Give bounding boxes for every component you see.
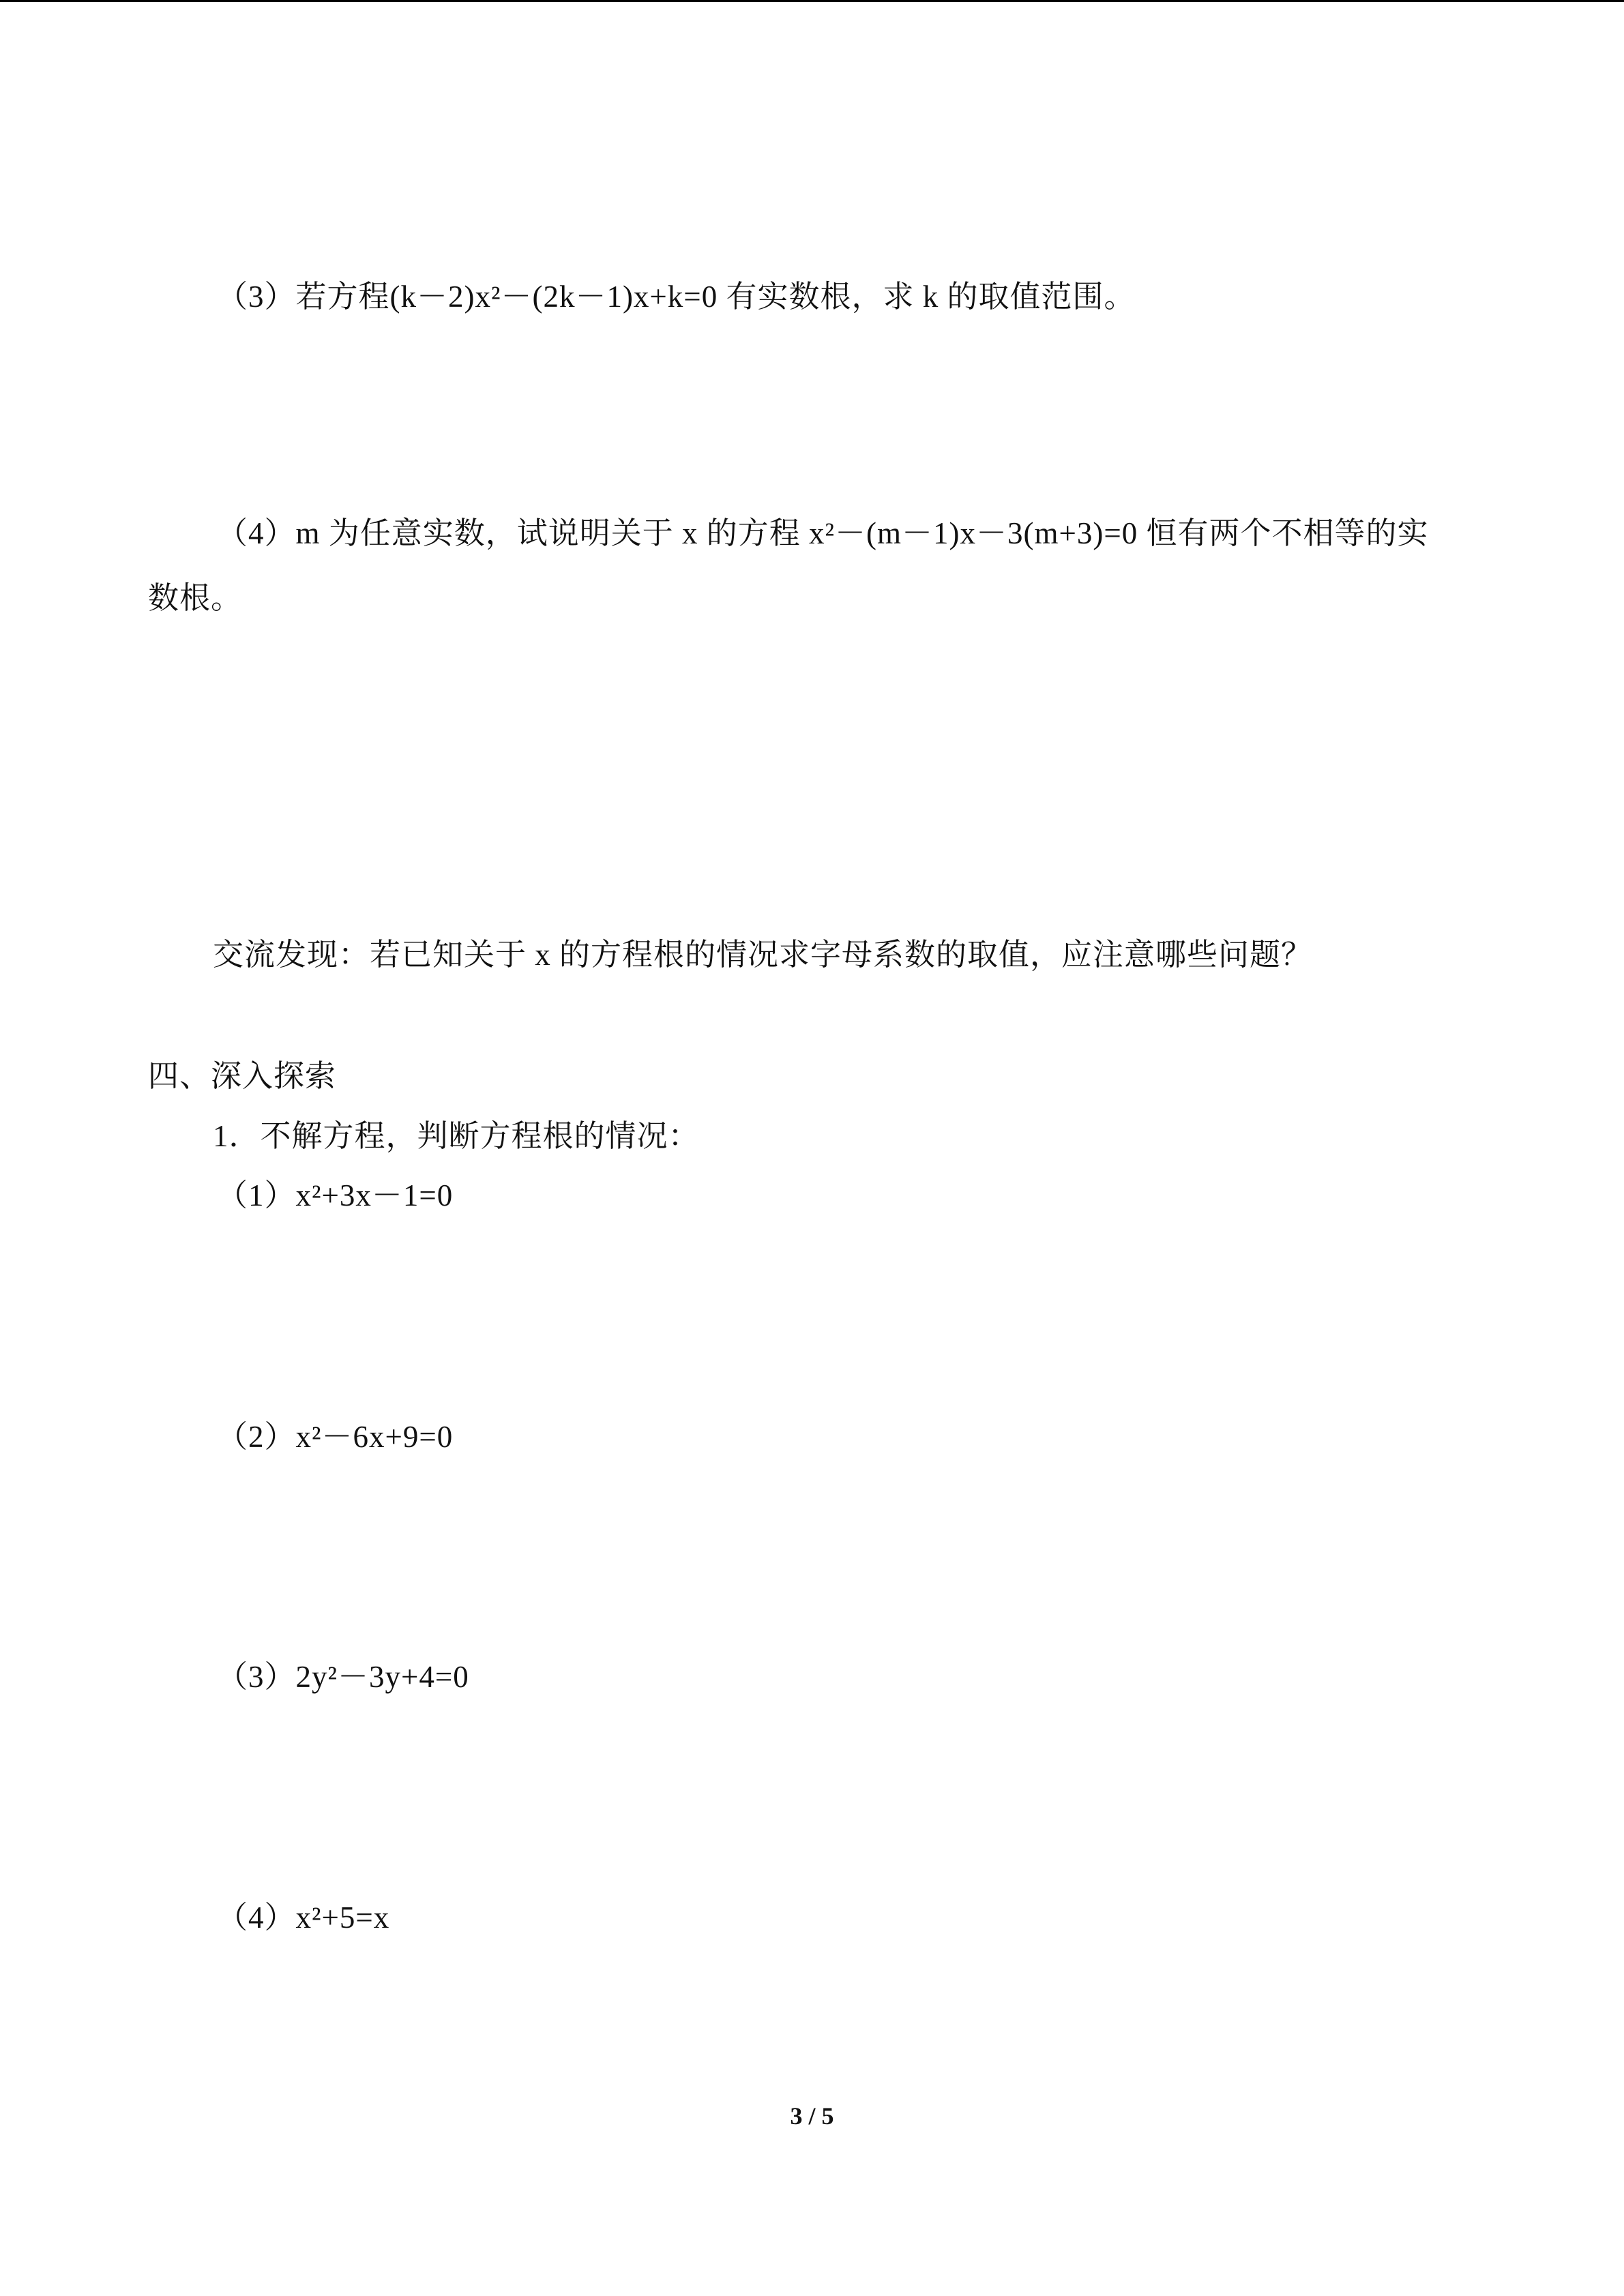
task-1-instruction: 1．不解方程，判断方程根的情况： <box>213 1119 700 1153</box>
equation-item-2: （2）x²－6x+9=0 <box>217 1420 454 1454</box>
discussion-prompt: 交流发现：若已知关于 x 的方程根的情况求字母系数的取值，应注意哪些问题？ <box>213 938 1313 972</box>
section-heading: 四、深入探索 <box>148 1059 337 1093</box>
problem-4-text-line1: （4）m 为任意实数，试说明关于 x 的方程 x²－(m－1)x－3(m+3)=0 恒有两个不相等的实 <box>217 516 1429 550</box>
equation-item-4: （4）x²+5=x <box>217 1900 390 1935</box>
equation-item-3: （3）2y²－3y+4=0 <box>217 1660 469 1694</box>
equation-item-1: （1）x²+3x－1=0 <box>217 1178 454 1212</box>
page-number: 3 / 5 <box>790 2102 834 2130</box>
top-border <box>0 0 1624 2</box>
problem-4-text-line2: 数根。 <box>148 581 243 615</box>
problem-3-text: （3）若方程(k－2)x²－(2k－1)x+k=0 有实数根，求 k 的取值范围。 <box>217 280 1136 314</box>
